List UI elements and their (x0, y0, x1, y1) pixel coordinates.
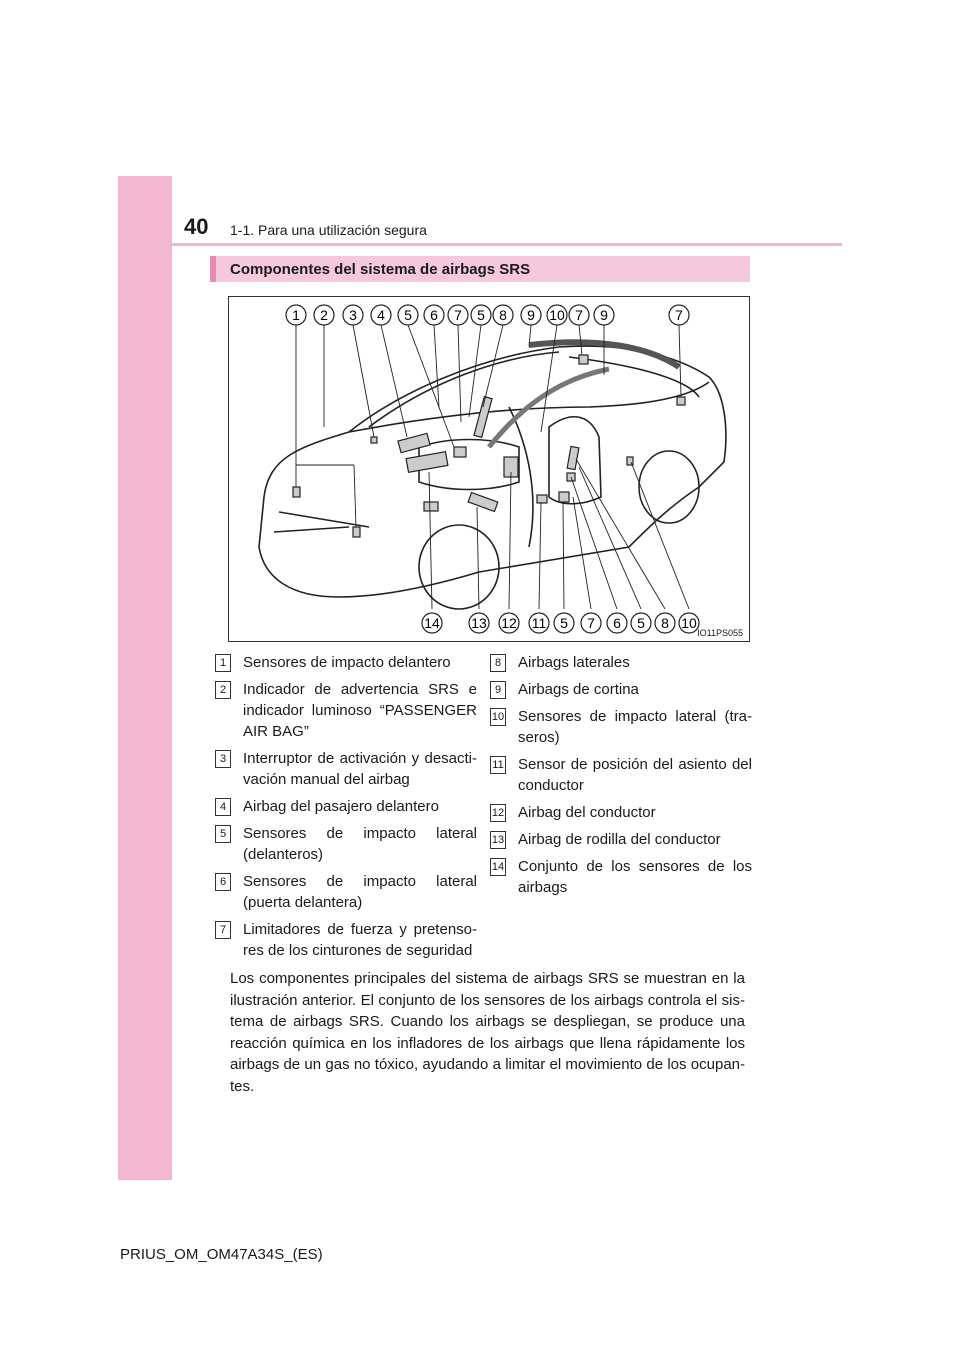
callout-7 (669, 305, 689, 325)
legend-number-badge: 11 (490, 756, 506, 774)
svg-text:6: 6 (613, 615, 621, 631)
svg-text:1: 1 (292, 307, 300, 323)
body-paragraph: Los componentes principales del sistema de airbags SRS se muestran en la ilustración anterior. El conjunto de los sensores de los airbags controla el sis-tema de airbags SRS. Cuando los airbags se despliegan, se produce una reacción química en los infladores de los airbags que llena rápidamente los airbags de un gas no tóxico, ayudando a limitar el movimiento de los ocupan-tes. (230, 970, 745, 1095)
legend-item (215, 748, 477, 790)
legend-text: Limitadores de fuerza y pretenso-res de los cinturones de seguridad (243, 921, 477, 959)
svg-text:7: 7 (675, 307, 683, 323)
svg-text:3: 3 (349, 307, 357, 323)
legend-text: Airbag de rodilla del conductor (518, 831, 721, 848)
callout-13 (469, 613, 489, 633)
legend-right (490, 652, 752, 904)
legend-number-badge: 7 (215, 921, 231, 939)
callout-8 (655, 613, 675, 633)
svg-text:2: 2 (320, 307, 328, 323)
svg-text:7: 7 (587, 615, 595, 631)
legend-item (215, 796, 477, 817)
legend-number-badge: 14 (490, 858, 506, 876)
legend-item (490, 652, 752, 673)
legend-item (215, 652, 477, 673)
svg-text:13: 13 (471, 615, 487, 631)
legend-text: Airbag del conductor (518, 804, 656, 821)
legend-item (490, 856, 752, 898)
bottom-callouts (422, 613, 699, 633)
legend-left (215, 652, 477, 967)
legend-item (490, 829, 752, 850)
callout-10 (547, 305, 567, 325)
legend-number-badge: 1 (215, 654, 231, 672)
header-rule (172, 243, 842, 246)
callout-2 (314, 305, 334, 325)
legend-text: Airbags laterales (518, 654, 630, 671)
legend-text: Sensores de impacto delantero (243, 654, 451, 671)
svg-text:5: 5 (637, 615, 645, 631)
legend-number-badge: 9 (490, 681, 506, 699)
section-title: 1-1. Para una utilización segura (230, 222, 427, 238)
svg-text:10: 10 (681, 615, 697, 631)
svg-text:14: 14 (424, 615, 440, 631)
airbag-diagram (228, 296, 750, 642)
legend-item (490, 754, 752, 796)
callout-9 (521, 305, 541, 325)
callout-6 (607, 613, 627, 633)
legend-number-badge: 12 (490, 804, 506, 822)
legend-item (490, 802, 752, 823)
legend-item (490, 706, 752, 748)
legend-item (215, 679, 477, 742)
legend-text: Airbag del pasajero delantero (243, 798, 439, 815)
callout-4 (371, 305, 391, 325)
svg-text:9: 9 (600, 307, 608, 323)
legend-number-badge: 5 (215, 825, 231, 843)
legend-number-badge: 10 (490, 708, 506, 726)
callout-9 (594, 305, 614, 325)
callout-5 (398, 305, 418, 325)
callout-8 (493, 305, 513, 325)
legend-text: Sensor de posición del asiento del conductor (518, 756, 752, 794)
legend-number-badge: 3 (215, 750, 231, 768)
svg-text:5: 5 (560, 615, 568, 631)
legend-item (215, 871, 477, 913)
svg-text:7: 7 (575, 307, 583, 323)
banner-title: Componentes del sistema de airbags SRS (230, 261, 531, 278)
callout-7 (569, 305, 589, 325)
svg-text:11: 11 (531, 615, 547, 631)
legend-text: Conjunto de los sensores de los airbags (518, 858, 752, 896)
section-banner (210, 256, 750, 282)
callout-7 (448, 305, 468, 325)
callout-11 (529, 613, 549, 633)
car-outline (259, 346, 726, 609)
legend-text: Sensores de impacto lateral (tra-seros) (518, 708, 752, 746)
callout-5 (471, 305, 491, 325)
svg-text:5: 5 (477, 307, 485, 323)
svg-text:6: 6 (430, 307, 438, 323)
svg-text:10: 10 (549, 307, 565, 323)
legend-number-badge: 8 (490, 654, 506, 672)
callout-14 (422, 613, 442, 633)
svg-text:5: 5 (404, 307, 412, 323)
svg-text:4: 4 (377, 307, 385, 323)
callout-12 (499, 613, 519, 633)
legend-text: Sensores de impacto lateral (puerta delantera) (243, 873, 477, 911)
legend-item (490, 679, 752, 700)
legend-number-badge: 6 (215, 873, 231, 891)
car-illustration (229, 297, 749, 641)
callout-6 (424, 305, 444, 325)
legend-number-badge: 13 (490, 831, 506, 849)
svg-text:8: 8 (499, 307, 507, 323)
top-callouts (286, 305, 689, 325)
page-number: 40 (184, 214, 209, 239)
legend-text: Airbags de cortina (518, 681, 639, 698)
callout-7 (581, 613, 601, 633)
legend-text: Indicador de advertencia SRS e indicador luminoso “PASSENGER AIR BAG” (243, 681, 477, 740)
legend-text: Sensores de impacto lateral (delanteros) (243, 825, 477, 863)
legend-text: Interruptor de activación y desacti-vación manual del airbag (243, 750, 477, 788)
callout-5 (631, 613, 651, 633)
svg-text:9: 9 (527, 307, 535, 323)
callout-1 (286, 305, 306, 325)
svg-text:7: 7 (454, 307, 462, 323)
callout-5 (554, 613, 574, 633)
legend-item (215, 823, 477, 865)
footer-code: PRIUS_OM_OM47A34S_(ES) (120, 1246, 323, 1263)
side-tab-band (118, 176, 172, 1180)
figure-code: IO11PS055 (697, 628, 743, 638)
svg-text:8: 8 (661, 615, 669, 631)
svg-text:12: 12 (501, 615, 517, 631)
callout-3 (343, 305, 363, 325)
legend-number-badge: 4 (215, 798, 231, 816)
legend-number-badge: 2 (215, 681, 231, 699)
callout-10 (679, 613, 699, 633)
legend-item (215, 919, 477, 961)
